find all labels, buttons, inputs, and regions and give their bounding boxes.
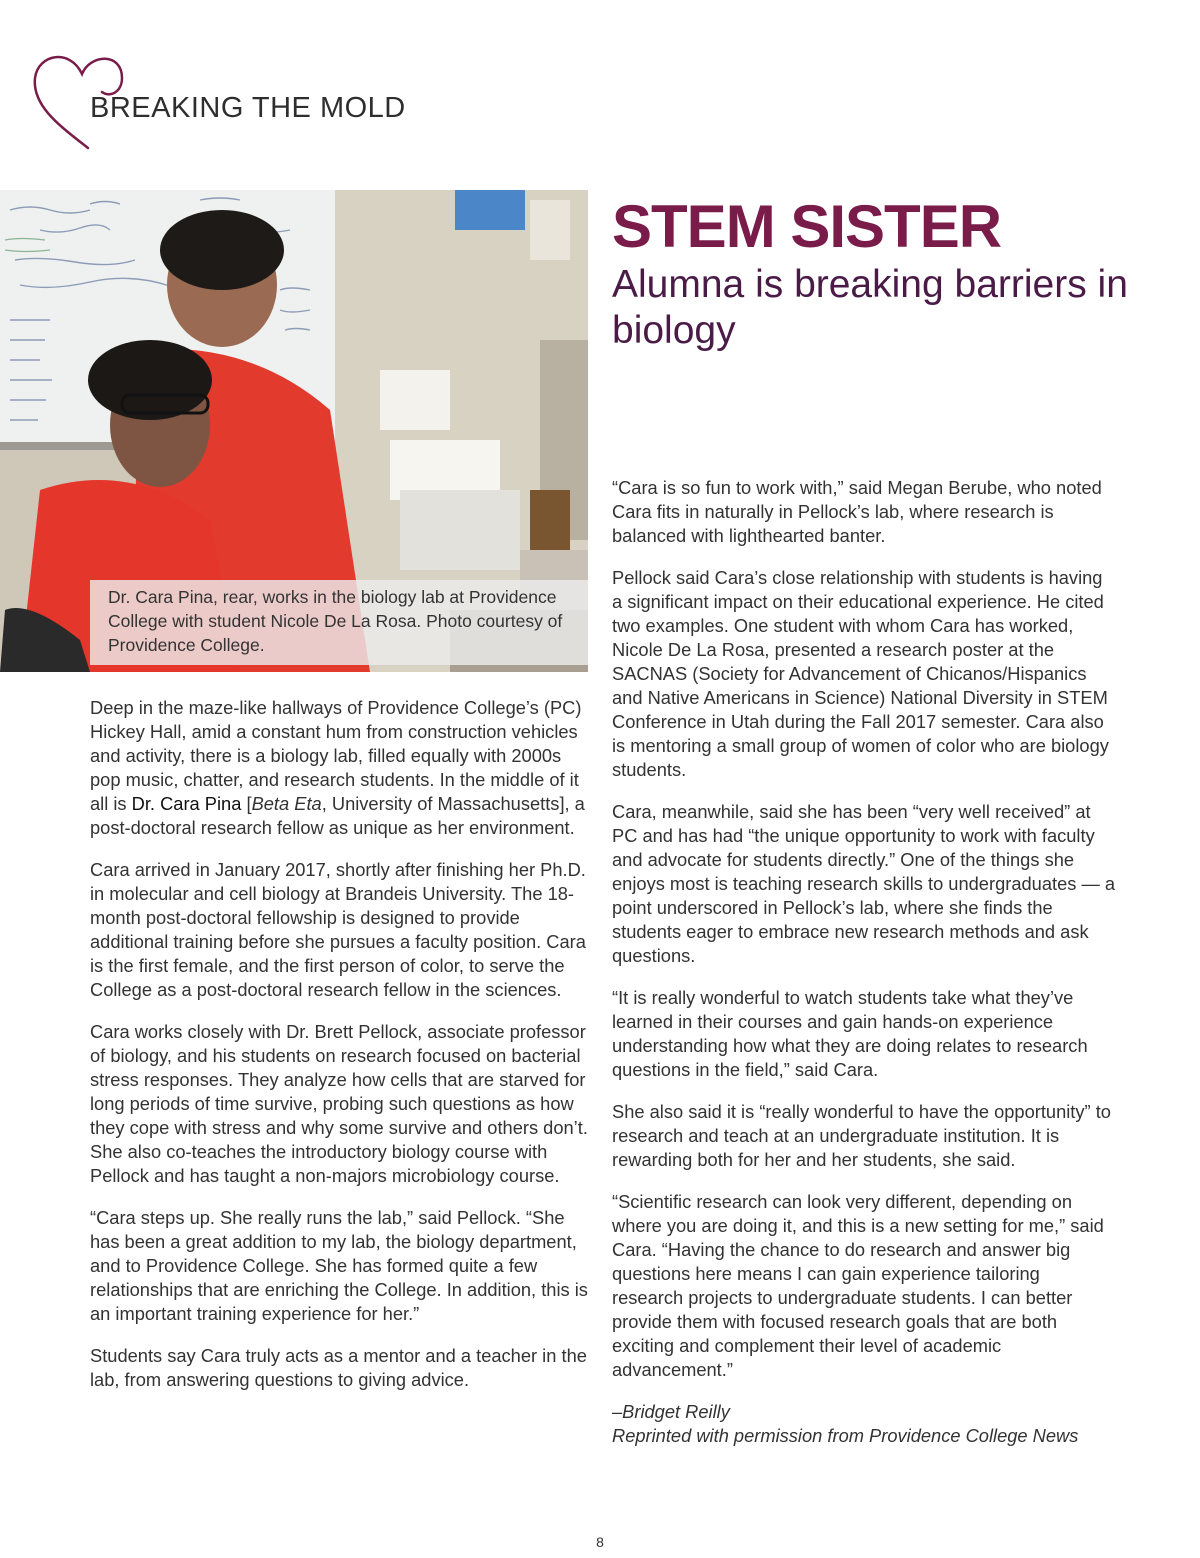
left-column [90, 696, 590, 1410]
page-number: 8 [596, 1534, 604, 1550]
paragraph: She also said it is “really wonderful to have the opportunity” to research and teach at an undergraduate institution. It is rewarding both for her and her students, she said. [612, 1101, 1111, 1170]
chapter-name: Beta Eta [251, 793, 322, 814]
byline-author: –Bridget Reilly [612, 1401, 730, 1422]
article-title: STEM SISTER [612, 193, 1002, 260]
paragraph: “Cara steps up. She really runs the lab,” said Pellock. “She has been a great addition to my lab, the biology department, and to Providence College. She has formed quite a few relationships that are enriching the College. In addition, this is an important training experience for her.” [90, 1207, 588, 1324]
paragraph: Pellock said Cara’s close relationship with students is having a significant impact on their educational experience. He cited two examples. One student with whom Cara has worked, Nicole De La Rosa, presented a research poster at the SACNAS (Society for Advancement of Chicanos/Hispanics and Native Americans in Science) National Diversity in STEM Conference in Utah during the Fall 2017 semester. Cara also is mentoring a small group of women of color who are biology students. [612, 567, 1109, 780]
article-subtitle: Alumna is breaking barriers in biology [612, 263, 1128, 352]
paragraph: “Cara is so fun to work with,” said Megan Berube, who noted Cara fits in naturally in Pellock’s lab, where research is balanced with lighthearted banter. [612, 477, 1102, 546]
paragraph-text: Deep in the maze-like hallways of Providence College’s (PC) Hickey Hall, amid a constant hum from construction vehicles and activity, there is a biology lab, filled equally with 2000s pop music, chatter, and research students. In the middle of it all is [90, 697, 582, 814]
paragraph: Cara arrived in January 2017, shortly after finishing her Ph.D. in molecular and cell biology at Brandeis University. The 18-month post-doctoral fellowship is designed to provide additional training before she pursues a faculty position. Cara is the first female, and the first person of color, to serve the College as a post-doctoral research fellow in the sciences. [90, 859, 586, 1000]
paragraph: “Scientific research can look very different, depending on where you are doing it, and this is a new setting for me,” said Cara. “Having the chance to do research and answer big questions here means I can gain experience tailoring research projects to undergraduate students. I can better provide them with focused research goals that are both exciting and complement their level of academic advancement.” [612, 1191, 1104, 1380]
right-column [612, 476, 1116, 1466]
byline-reprint: Reprinted with permission from Providence College News [612, 1425, 1079, 1446]
section-title: BREAKING THE MOLD [90, 92, 406, 124]
paragraph: Students say Cara truly acts as a mentor and a teacher in the lab, from answering questions to giving advice. [90, 1345, 587, 1390]
paragraph-text: , University of Massachusetts], a post-doctoral research fellow as unique as her environment. [90, 793, 585, 838]
paragraph: “It is really wonderful to watch students take what they’ve learned in their courses and gain hands-on experience understanding how what they are doing relates to research questions in the field,” said Cara. [612, 987, 1088, 1080]
highlight-name: Dr. Cara Pina [131, 793, 242, 814]
byline [612, 1400, 1116, 1448]
paragraph: Deep in the maze-like hallways of Providence College’s (PC) Hickey Hall, amid a constant hum from construction vehicles and activity, there is a biology lab, filled equally with 2000s pop music, chatter, and research students. In the middle of it all is Dr. Cara Pina [Beta Eta, University of Massachusetts], a post-doctoral research fellow as unique as her environment. [90, 697, 585, 838]
photo-caption: Dr. Cara Pina, rear, works in the biology lab at Providence College with student Nicole De La Rosa. Photo courtesy of Providence College. [90, 580, 588, 665]
paragraph: Cara works closely with Dr. Brett Pellock, associate professor of biology, and his students on research focused on bacterial stress responses. They analyze how cells that are starved for long periods of time survive, probing such questions as how they cope with stress and why some survive and others don’t. She also co-teaches the introductory biology course with Pellock and has taught a non-majors microbiology course. [90, 1021, 588, 1186]
paragraph: Cara, meanwhile, said she has been “very well received” at PC and has had “the unique opportunity to work with faculty and advocate for students directly.” One of the things she enjoys most is teaching research skills to undergraduates — a point underscored in Pellock’s lab, where she finds the students eager to embrace new research methods and ask questions. [612, 801, 1115, 966]
